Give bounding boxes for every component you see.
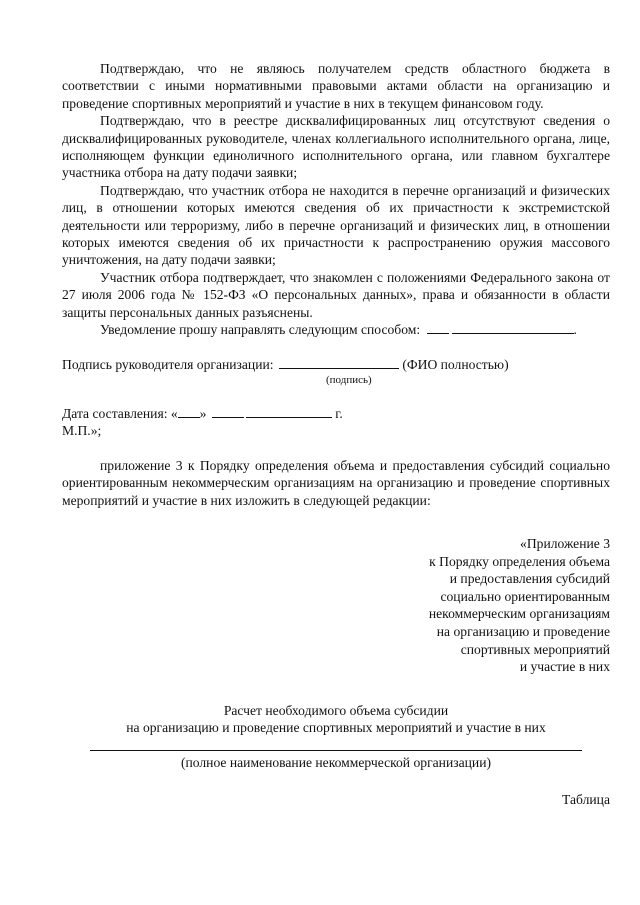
amendment-paragraph: приложение 3 к Порядку определения объема и предоставления субсидий социально ориентированным некоммерческим организациям на организацию и проведение спортивных мероприятий и участие в них изложить в следующей редакции: bbox=[62, 457, 610, 508]
paragraph-extremism-list: Подтверждаю, что участник отбора не находится в перечне организаций и физических лиц, в отношении которых имеются сведения об их причастности к экстремистской деятельности или терроризму, либо в перечне организаций и физических лиц, в отношении которых имеются сведения об их причастности к распространению оружия массового уничтожения, на дату подачи заявки; bbox=[62, 182, 610, 268]
appendix-header-line: «Приложение 3 bbox=[520, 535, 610, 551]
signature-caption: (подпись) bbox=[326, 373, 372, 386]
signature-line bbox=[62, 356, 610, 373]
document-page bbox=[62, 60, 610, 808]
appendix-header-line: некоммерческим организациям bbox=[428, 606, 610, 622]
appendix-header-line: на организацию и проведение bbox=[436, 623, 610, 639]
notification-blank-short bbox=[427, 321, 449, 334]
calculation-title-line: Расчет необходимого объема субсидии bbox=[223, 702, 449, 718]
appendix-header-line: и участие в них bbox=[519, 659, 610, 675]
paragraph-personal-data: Участник отбора подтверждает, что знакомлен с положениями Федерального закона от 27 июля 2006 года № 152-ФЗ «О персональных данных», права и обязанности в области защиты персональных данных разъяснены. bbox=[62, 269, 610, 320]
paragraph-not-recipient: Подтверждаю, что не являюсь получателем средств областного бюджета в соответствии с иными нормативными правовыми актами области на организацию и проведение спортивных мероприятий и участие в них в текущем финансовом году. bbox=[62, 61, 610, 111]
calculation-title bbox=[62, 702, 610, 737]
date-year: г. bbox=[335, 405, 343, 421]
appendix-header-line: спортивных мероприятий bbox=[460, 641, 610, 657]
calculation-title-line: на организацию и проведение спортивных мероприятий и участие в них bbox=[126, 720, 546, 736]
stamp-place: М.П.»; bbox=[62, 423, 102, 439]
date-label: Дата составления: « bbox=[62, 405, 178, 421]
appendix-header-line: к Порядку определения объема bbox=[429, 553, 610, 569]
date-line bbox=[62, 405, 610, 422]
date-close-quote: » bbox=[199, 405, 207, 421]
notification-blank-long bbox=[452, 321, 574, 334]
organization-name-caption: (полное наименование некоммерческой организации) bbox=[180, 754, 491, 770]
signature-label: Подпись руководителя организации: bbox=[62, 356, 274, 372]
notification-line bbox=[62, 321, 610, 338]
signature-fio: (ФИО полностью) bbox=[402, 356, 509, 372]
date-month-blank-2 bbox=[246, 405, 332, 418]
paragraph-disqualified-registry: Подтверждаю, что в реестре дисквалифицированных лиц отсутствуют сведения о дисквалифицированных руководителе, членах коллегиального исполнительного органа, лице, исполняющем функции единоличного исполнительного органа, или главном бухгалтере участника отбора на дату подачи заявки; bbox=[62, 113, 610, 181]
date-day-blank bbox=[178, 405, 200, 418]
table-label: Таблица bbox=[562, 791, 610, 807]
notification-end: . bbox=[573, 322, 577, 338]
appendix-header bbox=[62, 535, 610, 676]
signature-blank bbox=[279, 356, 399, 369]
organization-name-line bbox=[90, 750, 582, 751]
appendix-header-line: социально ориентированным bbox=[440, 588, 610, 604]
appendix-header-line: и предоставления субсидий bbox=[449, 571, 610, 587]
date-month-blank bbox=[212, 405, 244, 418]
notification-label: Уведомление прошу направлять следующим способом: bbox=[100, 322, 421, 338]
